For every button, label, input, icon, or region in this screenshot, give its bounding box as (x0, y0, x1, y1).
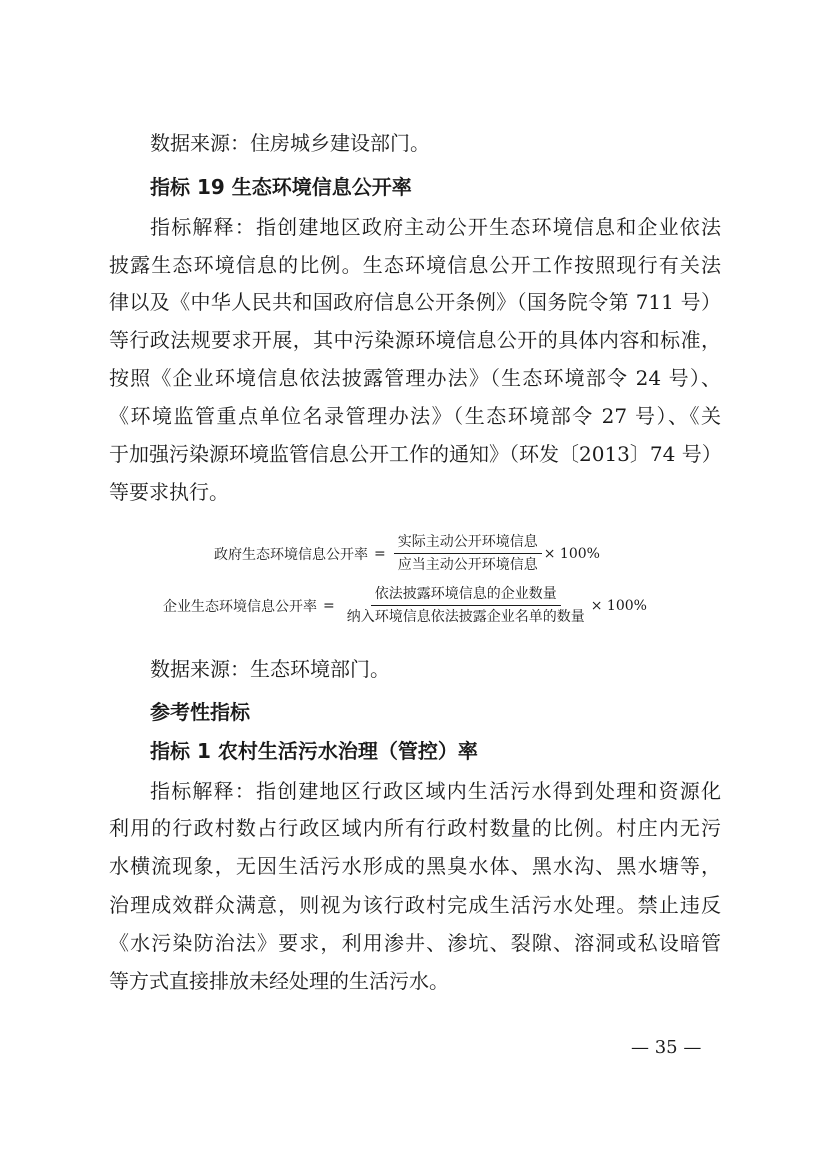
formula-lhs: 企业生态环境信息公开率 (163, 598, 317, 615)
formula-fraction (343, 585, 589, 626)
paragraph-line: 《水污染防治法》要求，利用渗井、渗坑、裂隙、溶洞或私设暗管 (109, 931, 721, 955)
section-heading: 参考性指标 (150, 700, 250, 724)
paragraph-line: 指标解释：指创建地区政府主动公开生态环境信息和企业依法 (150, 215, 721, 239)
data-source-line: 数据来源：生态环境部门。 (150, 657, 390, 681)
formula-equals: = (323, 597, 335, 614)
formula-denominator: 应当主动公开环境信息 (397, 557, 538, 573)
formula-government-disclosure-rate (214, 533, 600, 574)
data-source-line: 数据来源：住房城乡建设部门。 (150, 131, 430, 155)
paragraph-line: 指标解释：指创建地区行政区域内生活污水得到处理和资源化 (150, 779, 721, 803)
paragraph-line: 按照《企业环境信息依法披露管理办法》（生态环境部令 24 号）、 (109, 366, 721, 390)
paragraph-line: 等行政法规要求开展，其中污染源环境信息公开的具体内容和标准， (109, 328, 721, 352)
formula-numerator: 实际主动公开环境信息 (394, 533, 542, 554)
paragraph-line: 披露生态环境信息的比例。生态环境信息公开工作按照现行有关法 (109, 253, 721, 277)
formula-denominator: 纳入环境信息依法披露企业名单的数量 (346, 609, 585, 625)
paragraph-line: 等要求执行。 (109, 480, 229, 504)
paragraph-line: 于加强污染源环境监管信息公开工作的通知》（环发〔2013〕74 号） (109, 442, 722, 466)
paragraph-line: 等方式直接排放未经处理的生活污水。 (109, 969, 449, 993)
page-number: — 35 — (631, 1037, 702, 1058)
paragraph-line: 利用的行政村数占行政区域内所有行政村数量的比例。村庄内无污 (109, 816, 721, 840)
indicator-heading: 指标 1 农村生活污水治理（管控）率 (150, 739, 478, 763)
indicator-heading: 指标 19 生态环境信息公开率 (150, 175, 412, 199)
formula-multiplier: × 100% (590, 597, 647, 614)
formula-multiplier: × 100% (543, 545, 600, 562)
formula-fraction (394, 533, 542, 574)
formula-numerator: 依法披露环境信息的企业数量 (371, 585, 561, 606)
formula-lhs: 政府生态环境信息公开率 (214, 546, 368, 563)
formula-equals: = (374, 545, 386, 562)
paragraph-line: 治理成效群众满意，则视为该行政村完成生活污水处理。禁止违反 (109, 893, 721, 917)
paragraph-line: 水横流现象，无因生活污水形成的黑臭水体、黑水沟、黑水塘等， (109, 854, 721, 878)
formula-enterprise-disclosure-rate (163, 585, 647, 626)
paragraph-line: 《环境监管重点单位名录管理办法》（生态环境部令 27 号）、《关 (109, 404, 721, 428)
paragraph-line: 律以及《中华人民共和国政府信息公开条例》（国务院令第 711 号） (109, 290, 721, 314)
